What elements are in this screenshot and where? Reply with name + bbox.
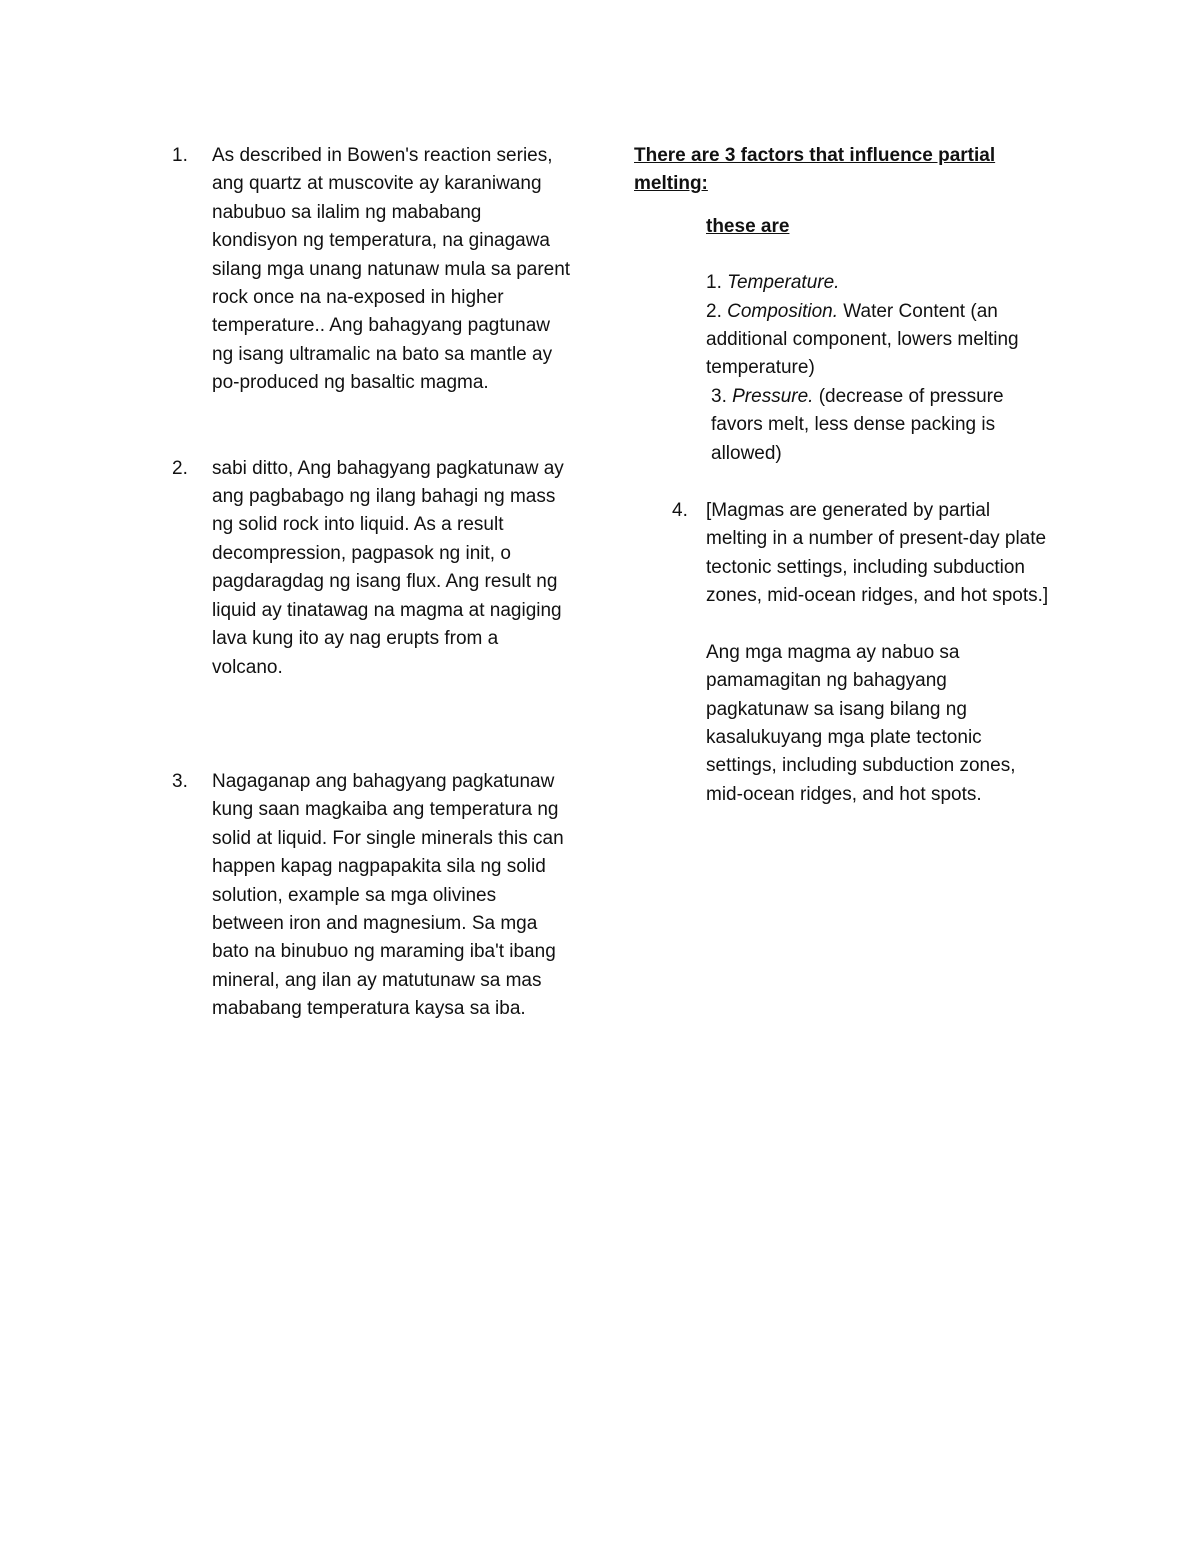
factor-item	[706, 269, 1054, 297]
list-number: 1.	[172, 145, 188, 166]
list-item-text: [Magmas are generated by partial melting in a number of present-day plate tectonic settings, including subduction zones, mid-ocean ridges, and hot spots.]	[706, 500, 1049, 607]
list-number: 2.	[172, 457, 188, 479]
factor-name: Composition.	[727, 300, 839, 322]
translation-paragraph: Ang mga magma ay nabuo sa pamamagitan ng bahagyang pagkatunaw sa isang bilang ng kasalukuyang mga plate tectonic settings, including subduction zones, mid-ocean ridges, and hot spots.	[706, 641, 1016, 805]
factors-list	[706, 269, 1054, 468]
factors-subheading: these are	[706, 215, 790, 237]
right-column	[634, 142, 1054, 809]
list-item	[172, 142, 572, 398]
list-item-text: Nagaganap ang bahagyang pagkatunaw kung saan magkaiba ang temperatura ng solid at liquid. For single minerals this can happen kapag nagpapakita sila ng solid solution, example sa mga olivines between iron and magnesium. Sa mga bato na binubuo ng maraming iba't ibang mineral, ang ilan ay matutunaw sa mas mababang temperatura kaysa sa iba.	[212, 770, 564, 1020]
factor-name: Temperature.	[727, 272, 840, 294]
factor-label: 2.	[706, 300, 728, 322]
list-item-text: As described in Bowen's reaction series, ang quartz at muscovite ay karaniwang nabubuo sa ilalim ng mababang kondisyon ng temperatura, na ginagawa silang mga unang natunaw mula sa parent rock once na na-exposed in higher temperature.. Ang bahagyang pagtunaw ng isang ultramalic na bato sa mantle ay po-produced ng basaltic magma.	[212, 145, 571, 394]
factor-item	[706, 298, 1054, 383]
left-column	[172, 142, 572, 1024]
list-item	[172, 455, 572, 682]
list-number: 4.	[672, 500, 688, 522]
list-item-text: sabi ditto, Ang bahagyang pagkatunaw ay ang pagbabago ng ilang bahagi ng mass ng solid rock into liquid. As a result decompression, pagpasok ng init, o pagdaragdag ng isang flux. Ang result ng liquid ay tinatawag na magma at nagiging lava kung ito ay nag erupts from a volcano.	[212, 457, 564, 678]
factor-item	[706, 383, 1054, 468]
factor-label: 1.	[706, 272, 728, 294]
list-item	[634, 497, 1054, 611]
factor-detail: (decrease of pressure favors melt, less dense packing is allowed)	[711, 385, 1004, 464]
factors-heading: There are 3 factors that influence partial melting:	[634, 145, 996, 195]
factor-name: Pressure.	[732, 385, 814, 407]
factor-detail: Water Content (an additional component, lowers melting temperature)	[706, 300, 1019, 379]
list-number: 3.	[172, 770, 188, 792]
list-item	[172, 768, 572, 1024]
factor-label: 3.	[711, 385, 733, 407]
